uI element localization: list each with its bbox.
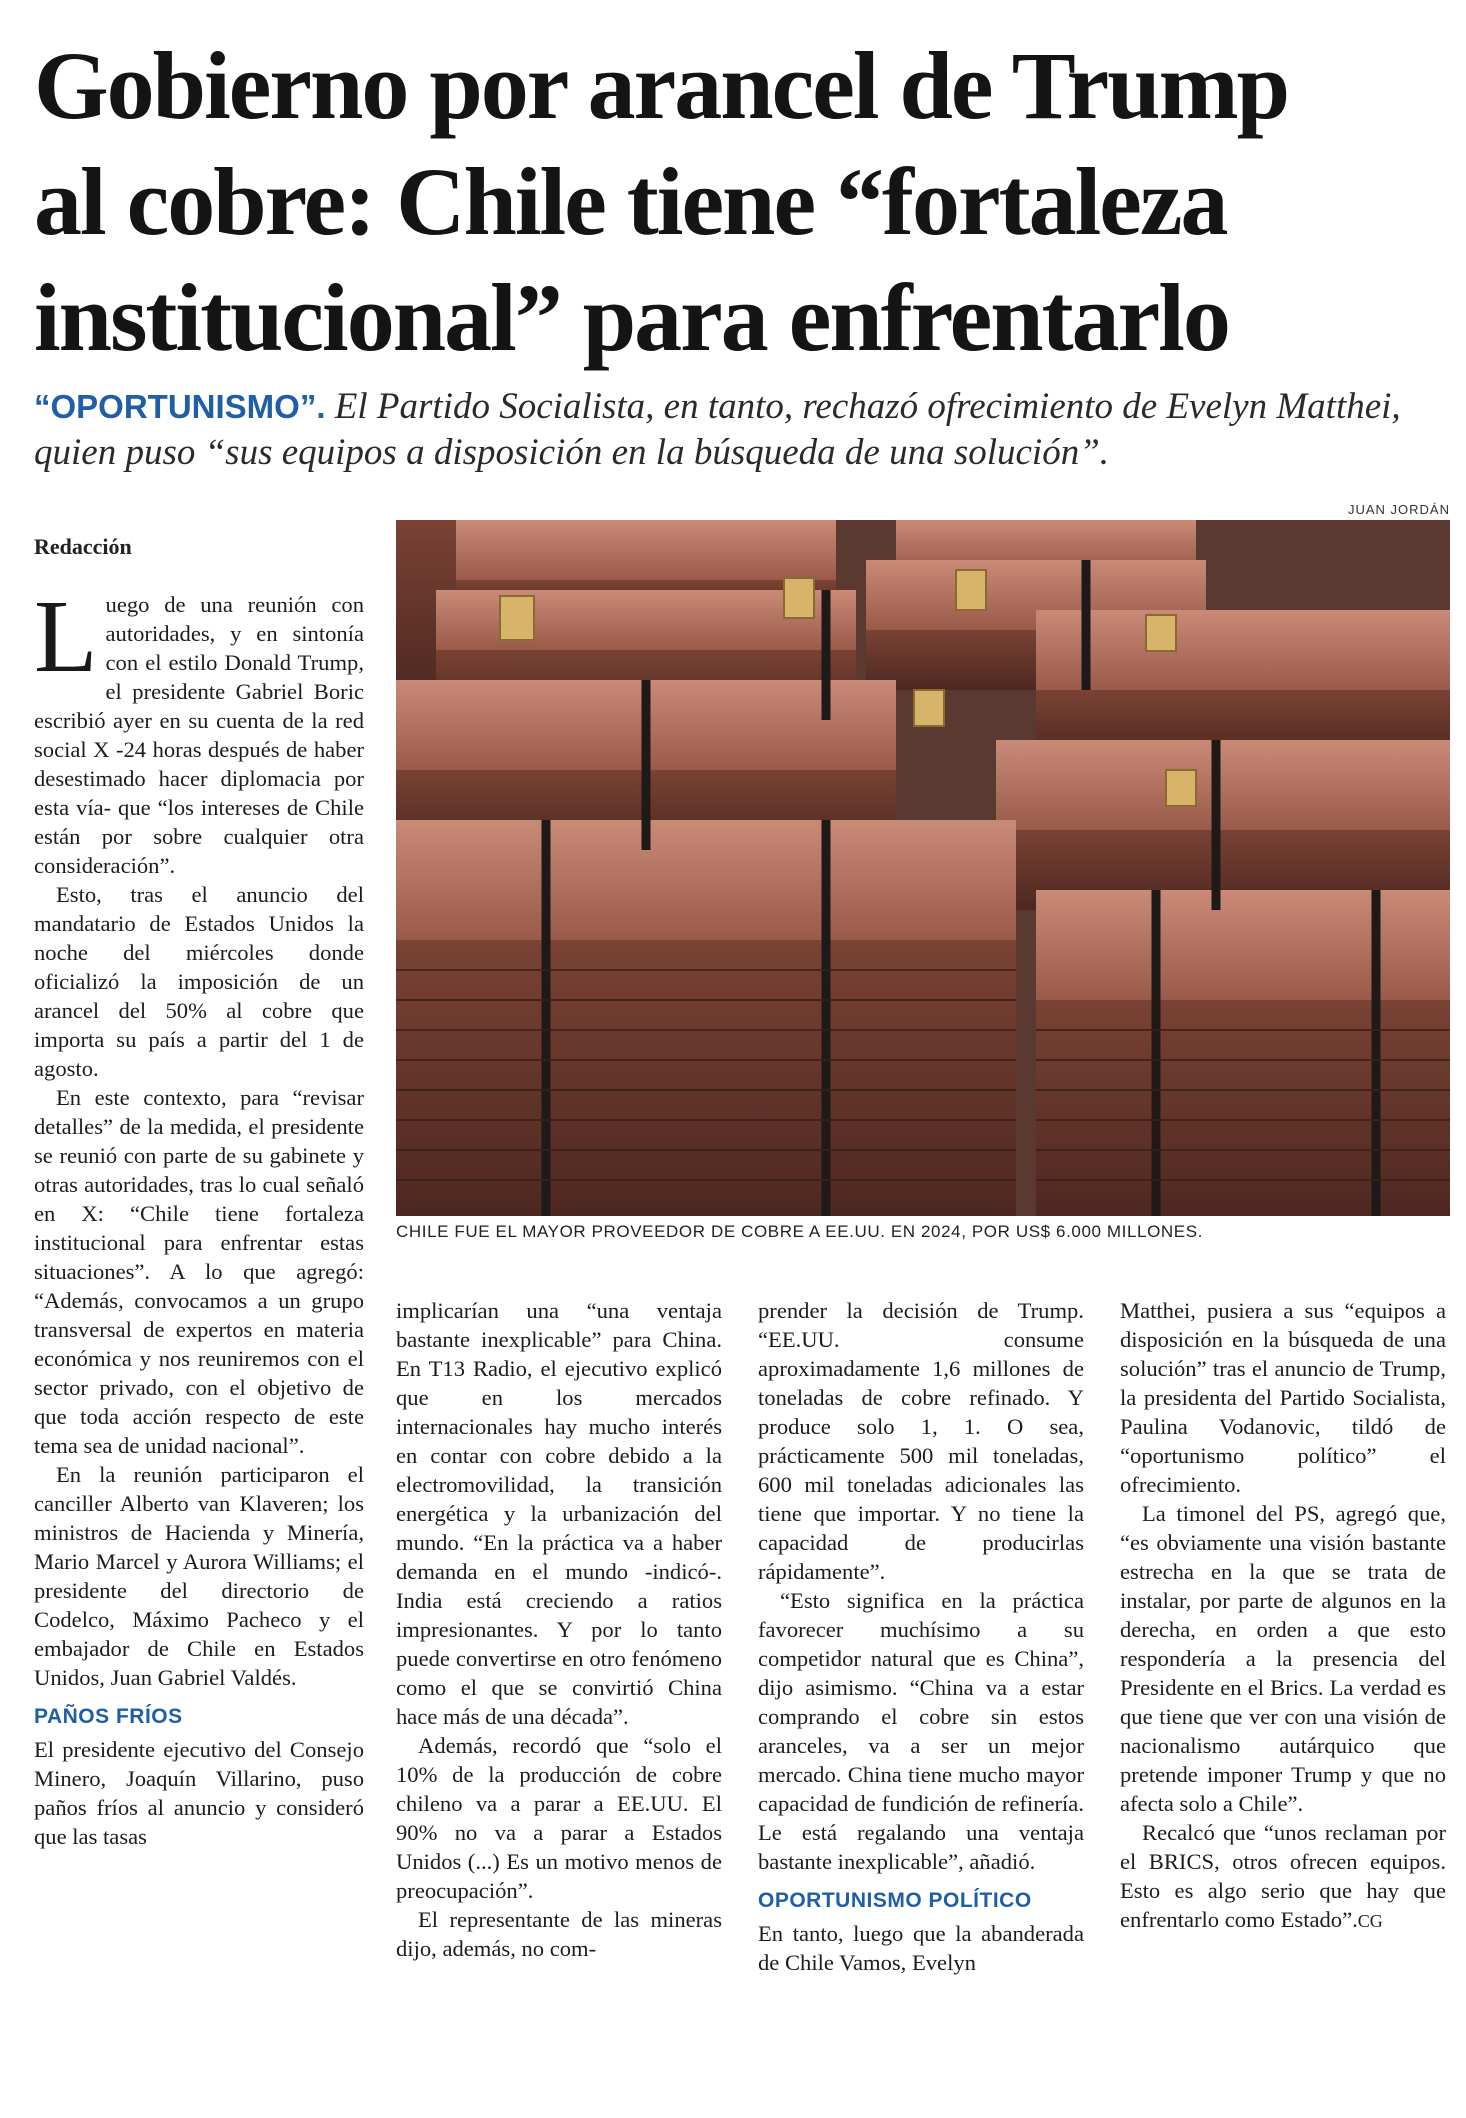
- paragraph: En este contexto, para “revisar detalles” de la medida, el presidente se reunió con parte de su gabinete y otras autoridades, tras lo cual señaló en X: “Chile tiene fortaleza institucional para enfrentar estas situaciones”. A lo que agregó: “Además, convocamos a un grupo transversal de expertos en materia económica y nos reuniremos con el sector privado, con el objetivo de que toda acción respecto de este tema sea de unidad nacional”.: [34, 1085, 364, 1458]
- column-3: [758, 1296, 1084, 1977]
- paragraph: Matthei, pusiera a sus “equipos a disposición en la búsqueda de una solución” tras el anuncio de Trump, la presidenta del Partido Socialista, Paulina Vodanovic, tildó de “oportunismo político” el ofrecimiento.: [1120, 1298, 1446, 1497]
- photo-credit: JUAN JORDÁN: [1347, 502, 1450, 517]
- paragraph: El representante de las mineras dijo, además, no com-: [396, 1907, 722, 1961]
- headline-line-2: al cobre: Chile tiene “fortaleza: [34, 148, 1227, 255]
- copper-cathodes-photo: [396, 520, 1450, 1216]
- deck: [34, 384, 1434, 476]
- paragraph: En tanto, luego que la abanderada de Chile Vamos, Evelyn: [758, 1921, 1084, 1975]
- column-4: [1120, 1296, 1446, 1936]
- headline: [34, 28, 1434, 376]
- deck-text: El Partido Socialista, en tanto, rechazó ofrecimiento de Evelyn Matthei, quien puso “sus equipos a disposición en la búsqueda de una solución”.: [34, 386, 1401, 473]
- end-mark-icon: CG: [1357, 1911, 1383, 1931]
- dropcap: L: [34, 579, 98, 694]
- paragraph: implicarían una “una ventaja bastante inexplicable” para China. En T13 Radio, el ejecutivo explicó que en los mercados internacionales hay mucho interés en contar con cobre debido a la electromovilidad, la transición energética y la urbanización del mundo. “En la práctica va a haber demanda en el mundo -indicó-. India está creciendo a ratios impresionantes. Y por lo tanto puede convertirse en otro fenómeno como el que se convirtió China hace más de una década”.: [396, 1298, 722, 1729]
- paragraph: Esto, tras el anuncio del mandatario de Estados Unidos la noche del miércoles donde oficializó la imposición de un arancel del 50% al cobre que importa su país a partir del 1 de agosto.: [34, 882, 364, 1081]
- paragraph: Además, recordó que “solo el 10% de la producción de cobre chileno va a parar a EE.UU. El 90% no va a parar a Estados Unidos (...) Es un motivo menos de preocupación”.: [396, 1733, 722, 1903]
- paragraph: La timonel del PS, agregó que, “es obviamente una visión bastante estrecha en la que se trata de instalar, por parte de algunos en la derecha, en orden a que esto respondería a la presencia del Presidente en el Brics. La verdad es que tiene que ver con una visión de nacionalismo autárquico que pretende imponer Trump y que no afecta solo a Chile”.: [1120, 1501, 1446, 1816]
- paragraph: Luego de una reunión con autoridades, y en sintonía con el estilo Donald Trump, el presidente Gabriel Boric escribió ayer en su cuenta de la red social X -24 horas después de haber desestimado hacer diplomacia por esta vía- que “los intereses de Chile están por sobre cualquier otra consideración”.: [34, 579, 364, 878]
- deck-kicker: “OPORTUNISMO”.: [34, 388, 326, 425]
- column-1: [34, 579, 364, 1851]
- headline-line-3: institucional” para enfrentarlo: [34, 264, 1229, 371]
- headline-line-1: Gobierno por arancel de Trump: [34, 32, 1289, 139]
- subhead-panos-frios: PAÑOS FRÍOS: [34, 1705, 183, 1728]
- column-2: [396, 1296, 722, 1963]
- paragraph: En la reunión participaron el canciller Alberto van Klaveren; los ministros de Hacienda y Minería, Mario Marcel y Aurora Williams; el presidente del directorio de Codelco, Máximo Pacheco y el embajador de Chile en Estados Unidos, Juan Gabriel Valdés.: [34, 1462, 364, 1690]
- paragraph: prender la decisión de Trump. “EE.UU. consume aproximadamente 1,6 millones de toneladas de cobre refinado. Y produce solo 1, 1. O sea, prácticamente 500 mil toneladas, 600 mil toneladas adicionales las tiene que importar. Y no tiene la capacidad de producirlas rápidamente”.: [758, 1298, 1084, 1584]
- paragraph: El presidente ejecutivo del Consejo Minero, Joaquín Villarino, puso paños fríos al anuncio y consideró que las tasas: [34, 1737, 364, 1849]
- subhead-oportunismo-politico: OPORTUNISMO POLÍTICO: [758, 1889, 1032, 1912]
- photo-caption: CHILE FUE EL MAYOR PROVEEDOR DE COBRE A EE.UU. EN 2024, POR US$ 6.000 MILLONES.: [396, 1222, 1203, 1241]
- copper-cathodes-image: [396, 520, 1450, 1216]
- paragraph: “Esto significa en la práctica favorecer muchísimo a su competidor natural que es China”, dijo asimismo. “China va a estar comprando el cobre sin estos aranceles, va a ser un mejor mercado. China tiene mucho mayor capacidad de fundición de refinería. Le está regalando una ventaja bastante inexplicable”, añadió.: [758, 1588, 1084, 1874]
- byline: Redacción: [34, 534, 132, 559]
- paragraph: Recalcó que “unos reclaman por el BRICS, otros ofrecen equipos. Esto es algo serio que hay que enfrentarlo como Estado”.CG: [1120, 1820, 1446, 1932]
